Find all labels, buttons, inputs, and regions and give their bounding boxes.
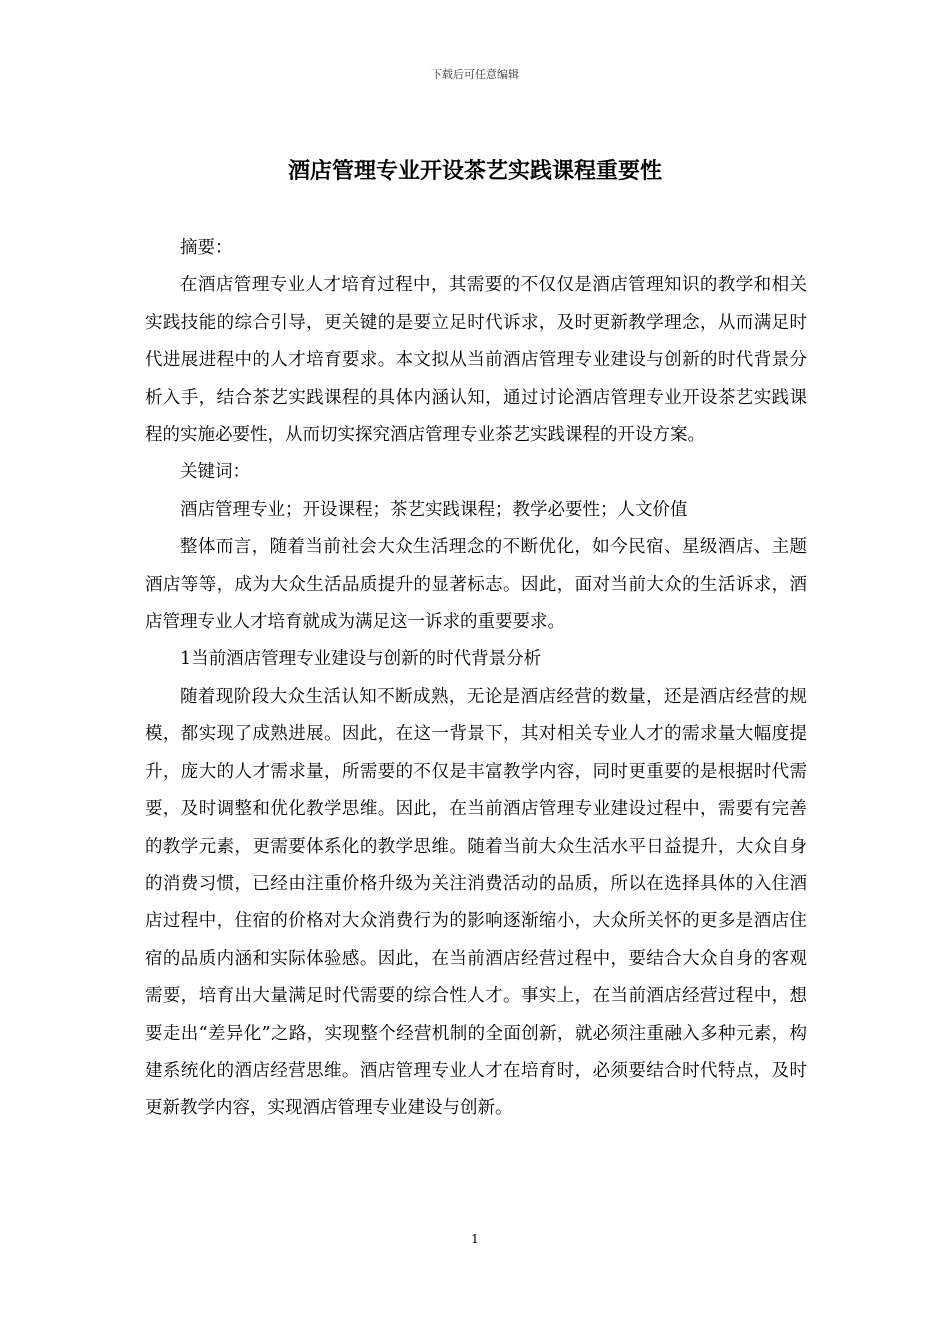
document-body [145,230,807,1128]
header-note: 下载后可任意编辑 [431,68,519,81]
intro-paragraph: 整体而言，随着当前社会大众生活理念的不断优化，如今民宿、星级酒店、主题酒店等等，成为大众生活品质提升的显著标志。因此，面对当前大众的生活诉求，酒店管理专业人才培育就成为满足这一诉求的重要要求。 [145,537,807,633]
keywords-label: 关键词： [180,462,250,483]
document-title: 酒店管理专业开设茶艺实践课程重要性 [287,158,662,184]
abstract-paragraph: 在酒店管理专业人才培育过程中，其需要的不仅仅是酒店管理知识的教学和相关实践技能的综合引导，更关键的是要立足时代诉求，及时更新教学理念，从而满足时代进展进程中的人才培育要求。本文拟从当前酒店管理专业建设与创新的时代背景分析入手，结合茶艺实践课程的具体内涵认知，通过讨论酒店管理专业开设茶艺实践课程的实施必要性，从而切实探究酒店管理专业茶艺实践课程的开设方案。 [145,275,807,446]
section-paragraph: 随着现阶段大众生活认知不断成熟，无论是酒店经营的数量，还是酒店经营的规模，都实现了成熟进展。因此，在这一背景下，其对相关专业人才的需求量大幅度提升，庞大的人才需求量，所需要的不仅是丰富教学内容，同时更重要的是根据时代需要，及时调整和优化教学思维。因此，在当前酒店管理专业建设过程中，需要有完善的教学元素，更需要体系化的教学思维。随着当前大众生活水平日益提升，大众自身的消费习惯，已经由注重价格升级为关注消费活动的品质，所以在选择具体的入住酒店过程中，住宿的价格对大众消费行为的影响逐渐缩小，大众所关怀的更多是酒店住宿的品质内涵和实际体验感。因此，在当前酒店经营过程中，要结合大众自身的客观需要，培育出大量满足时代需要的综合性人才。事实上，在当前酒店经营过程中，想要走出“差异化”之路，实现整个经营机制的全面创新，就必须注重融入多种元素，构建系统化的酒店经营思维。酒店管理专业人才在培育时，必须要结合时代特点，及时更新教学内容，实现酒店管理专业建设与创新。 [145,686,807,1119]
page-number: 1 [471,1232,479,1246]
keywords-list: 酒店管理专业；开设课程；茶艺实践课程；教学必要性；人文价值 [180,499,688,520]
abstract-label: 摘要： [180,238,233,258]
section-heading: 1当前酒店管理专业建设与创新的时代背景分析 [180,649,542,670]
